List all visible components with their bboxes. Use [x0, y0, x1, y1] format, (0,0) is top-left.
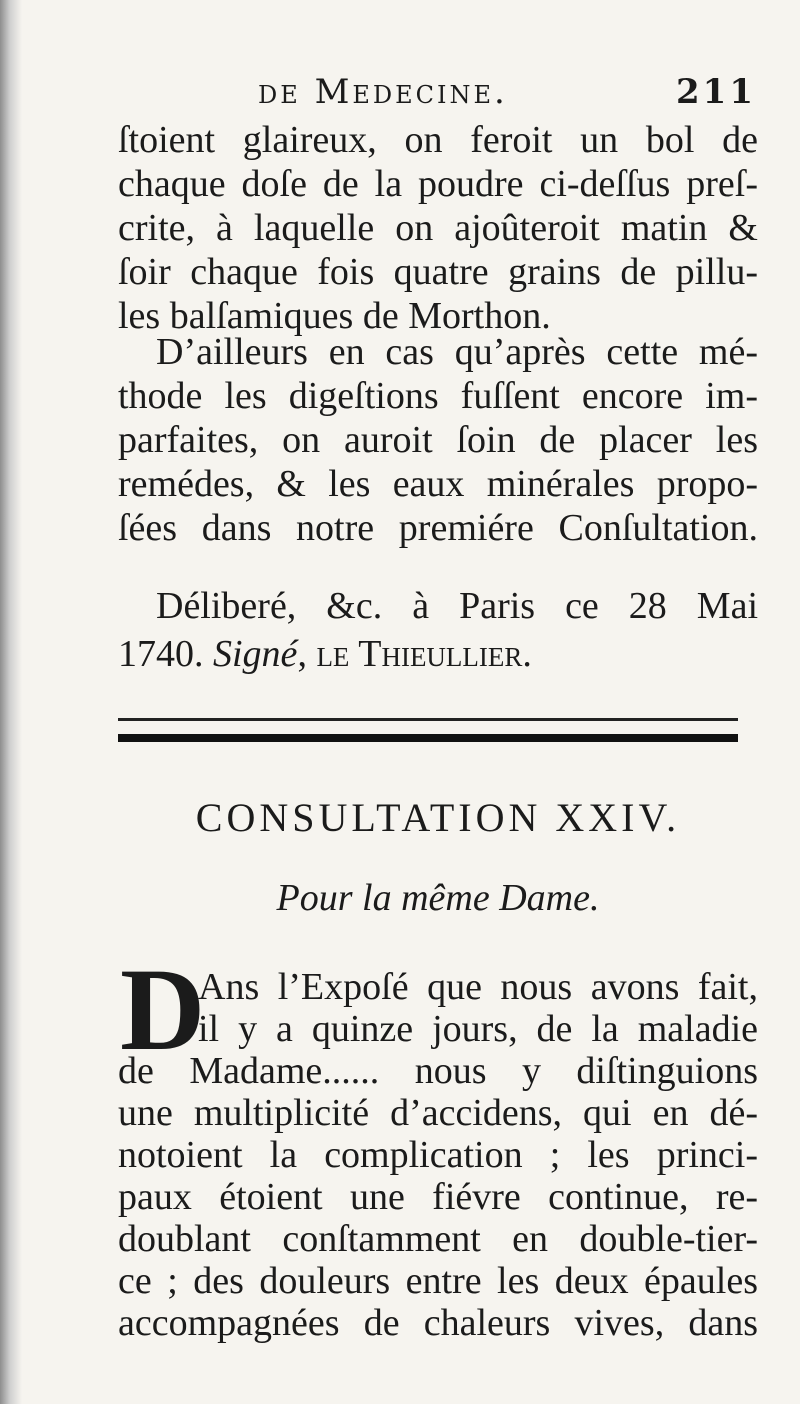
text-line: ſées dans notre premiére Conſultation.: [118, 507, 758, 549]
signature-line: [118, 630, 758, 678]
section-heading: CONSULTATION XXIV.: [195, 795, 681, 840]
text-line: doublant conſtamment en double-tier-: [118, 1218, 758, 1260]
comma: ,: [297, 633, 307, 675]
dateline: [118, 582, 758, 678]
running-title: de Medecine.: [258, 72, 508, 112]
divider-rule-thick: [118, 734, 738, 742]
section-subtitle: Pour la même Dame.: [276, 877, 600, 919]
text-line: remédes, & les eaux minérales propo-: [118, 463, 758, 505]
text-line: thode les digeſtions fuſſent encore im-: [118, 375, 758, 417]
paragraph-consultation: [118, 966, 758, 1344]
year: 1740.: [118, 633, 204, 675]
text-line: chaque doſe de la poudre ci-deſſus preſ-: [118, 163, 758, 205]
text-line: de Madame...... nous y diſtinguions: [118, 1050, 758, 1092]
text-line: Ans l’Expoſé que nous avons fait,: [198, 966, 758, 1008]
page-number: 211: [676, 72, 756, 112]
text-line: ſtoient glaireux, on feroit un bol de: [118, 119, 758, 161]
paragraph-dailleurs: [118, 330, 758, 550]
text-line: une multiplicité d’accidens, qui en dé-: [118, 1092, 758, 1134]
text-line: il y a quinze jours, de la maladie: [198, 1008, 758, 1050]
drop-cap: D: [120, 944, 206, 1075]
paragraph-continued: [118, 118, 758, 338]
text-line: ſoir chaque fois quatre grains de pillu-: [118, 251, 758, 293]
signatory-name: le Thieullier.: [316, 633, 532, 675]
text-line: paux étoient une fiévre continue, re-: [118, 1176, 758, 1218]
text-line: notoient la complication ; les princi-: [118, 1134, 758, 1176]
text-line: accompagnées de chaleurs vives, dans: [118, 1302, 758, 1344]
text-line: les balſamiques de Morthon.: [118, 295, 551, 337]
page-header: [118, 70, 758, 116]
text-line: crite, à laquelle on ajoûteroit matin &: [118, 207, 758, 249]
dateline-text: Déliberé, &c. à Paris ce 28 Mai: [156, 585, 758, 627]
signe-label: Signé: [213, 633, 298, 675]
text-line: parfaites, on auroit ſoin de placer les: [118, 419, 758, 461]
text-line: D’ailleurs en cas qu’après cette mé-: [156, 331, 758, 373]
text-line: ce ; des douleurs entre les deux épaules: [118, 1260, 758, 1302]
divider-rule-thin: [118, 718, 738, 721]
